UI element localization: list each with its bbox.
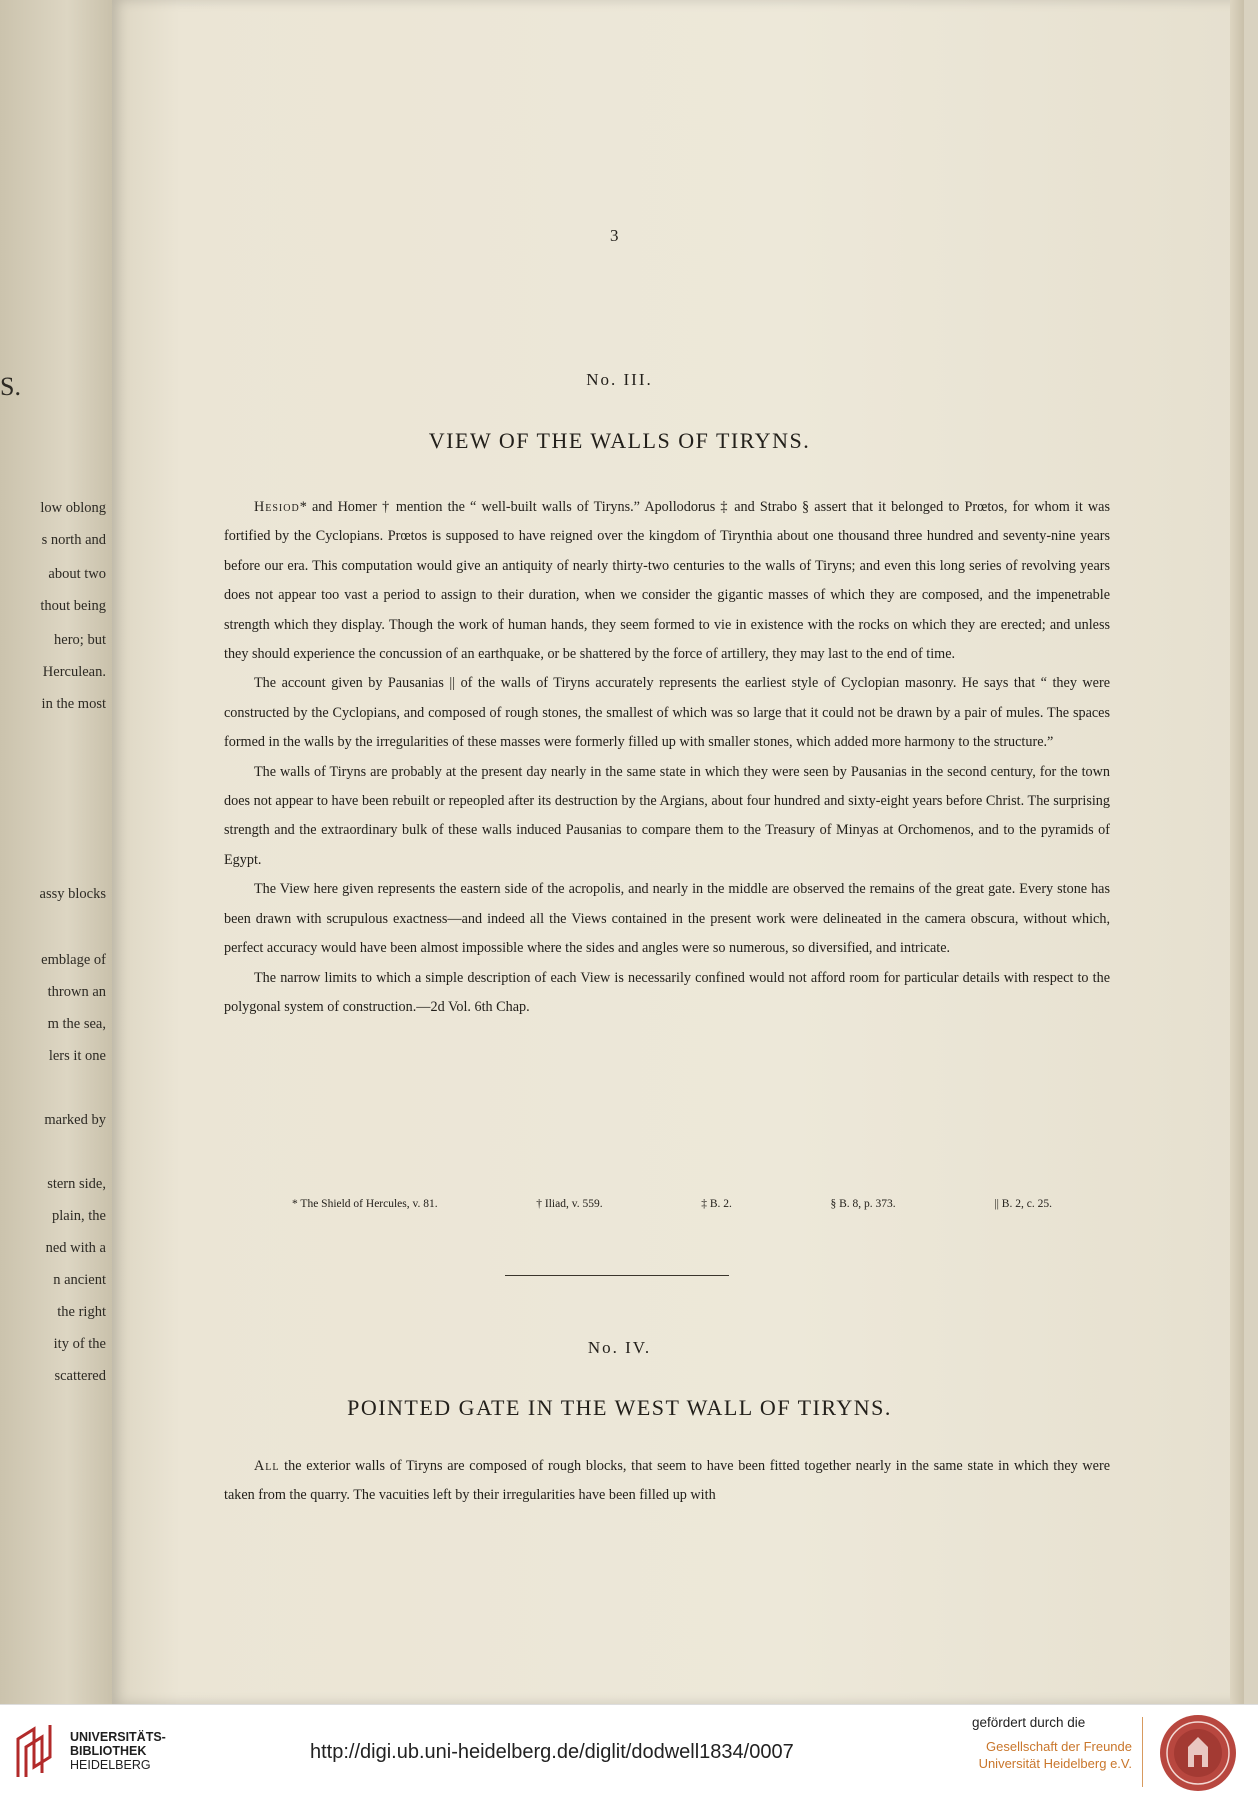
library-logo-icon xyxy=(12,1721,58,1781)
paragraph: The View here given represents the eastern side of the acropolis, and nearly in the middle are observed the remains of the great gate. Every stone has been drawn with scrupulous exactness—and indeed all the Views contained in the present work were delineated in the camera obscura, without which, perfect accuracy would have been almost impossible where the sides and angles were so numerous, so diversified, and intricate. xyxy=(224,881,1110,957)
divider xyxy=(1142,1717,1143,1787)
section-title: VIEW OF THE WALLS OF TIRYNS. xyxy=(428,428,811,453)
paragraph xyxy=(224,493,1110,669)
prev-page-text-fragment: s north and xyxy=(41,532,106,548)
sponsor-block xyxy=(972,1715,1132,1772)
section-body xyxy=(224,1452,1110,1511)
drop-lead-word: All xyxy=(254,1458,280,1474)
prev-page-text-fragment: assy blocks xyxy=(39,886,106,902)
permalink-url[interactable]: http://digi.ub.uni-heidelberg.de/diglit/dodwell1834/0007 xyxy=(310,1741,794,1763)
university-seal-icon xyxy=(1158,1713,1238,1793)
paragraph-text: the exterior walls of Tiryns are composed of rough blocks, that seem to have been fitted together nearly in the same state in which they were taken from the quarry. The vacuities left by their irregularities have been filled up with xyxy=(224,1458,1110,1504)
sponsor-name: Gesellschaft der Freunde xyxy=(986,1739,1132,1754)
paragraph: The walls of Tiryns are probably at the present day nearly in the same state in which they were seen by Pausanias in the second century, for the town does not appear to have been rebuilt or repeopled after its destruction by the Argians, about four hundred and sixty-eight years before Christ. The surprising strength and the extraordinary bulk of these walls induced Pausanias to compare them to the Treasury of Minyas at Orchomenos, and to the pyramids of Egypt. xyxy=(224,763,1110,868)
viewer-footer xyxy=(0,1704,1258,1797)
paragraph xyxy=(224,1452,1110,1511)
prev-page-heading-fragment: S. xyxy=(0,372,21,401)
section-number: No. IV. xyxy=(587,1338,652,1357)
prev-page-text-fragment: about two xyxy=(48,566,106,582)
prev-page-text-fragment: scattered xyxy=(54,1368,106,1384)
paragraph: The narrow limits to which a simple description of each View is necessarily confined would not afford room for particular details with respect to the polygonal system of construction.—2d Vol. 6th Chap. xyxy=(224,969,1110,1015)
footnote: ‡ B. 2. xyxy=(701,1198,732,1210)
page-content xyxy=(112,0,1244,1704)
paragraph-text: * and Homer † mention the “ well-built walls of Tiryns.” Apollodorus ‡ and Strabo § assert that it belonged to Prœtos, for whom it was fortified by the Cyclopians. Prœtos is supposed to have reigned over the kingdom of Tirynthia about one thousand three hundred and seventy-nine years before our era. This computation would give an antiquity of nearly thirty-two centuries to the walls of Tiryns; and even this long series of revolving years does not appear too vast a period to assign to their duration, when we consider the gigantic masses of which they are composed, and the impenetrable strength which they display. Though the work of human hands, they seem formed to vie in existence with the rocks on which they are erected; and unless they should experience the concussion of an earthquake, or be shattered by the force of artillery, they may last to the end of time. xyxy=(224,499,1110,663)
previous-page-edge xyxy=(0,0,112,1704)
library-name-line: BIBLIOTHEK xyxy=(70,1744,147,1758)
footnote: * The Shield of Hercules, v. 81. xyxy=(292,1198,438,1210)
prev-page-text-fragment: lers it one xyxy=(48,1048,106,1064)
library-name xyxy=(70,1730,166,1772)
prev-page-text-fragment: thout being xyxy=(40,598,106,614)
prev-page-text-fragment: plain, the xyxy=(52,1208,106,1224)
footnote: || B. 2, c. 25. xyxy=(994,1198,1052,1210)
prev-page-text-fragment: m the sea, xyxy=(47,1016,106,1032)
prev-page-text-fragment: in the most xyxy=(41,696,106,712)
section-divider xyxy=(505,1275,729,1276)
drop-lead-word: Hesiod xyxy=(254,499,300,515)
footnote: † Iliad, v. 559. xyxy=(536,1198,603,1210)
prev-page-text-fragment: ity of the xyxy=(53,1336,106,1352)
prev-page-text-fragment: thrown an xyxy=(47,984,106,1000)
prev-page-text-fragment: the right xyxy=(57,1304,106,1320)
prev-page-text-fragment: Herculean. xyxy=(42,664,106,680)
section-body xyxy=(224,493,1110,1022)
prev-page-text-fragment: marked by xyxy=(44,1112,106,1128)
page-number: 3 xyxy=(610,226,619,245)
prev-page-text-fragment: emblage of xyxy=(41,952,106,968)
prev-page-text-fragment: ned with a xyxy=(45,1240,106,1256)
library-name-line: HEIDELBERG xyxy=(70,1758,151,1772)
paragraph: The account given by Pausanias || of the walls of Tiryns accurately represents the earliest style of Cyclopian masonry. He says that “ they were constructed by the Cyclopians, and composed of rough stones, the smallest of which was so large that it could not be drawn by a pair of mules. The spaces formed in the walls by the irregularities of these masses were formerly filled up with smaller stones, which added more harmony to the structure.” xyxy=(224,675,1110,751)
section-title: POINTED GATE IN THE WEST WALL OF TIRYNS. xyxy=(347,1395,892,1420)
prev-page-text-fragment: low oblong xyxy=(40,500,106,516)
footnotes xyxy=(292,1198,1052,1210)
prev-page-text-fragment: stern side, xyxy=(47,1176,106,1192)
section-number: No. III. xyxy=(586,370,653,389)
prev-page-text-fragment: n ancient xyxy=(53,1272,106,1288)
library-name-line: UNIVERSITÄTS- xyxy=(70,1730,166,1744)
sponsor-name: Universität Heidelberg e.V. xyxy=(978,1756,1132,1771)
sponsor-lead: gefördert durch die xyxy=(972,1715,1086,1730)
prev-page-text-fragment: hero; but xyxy=(54,632,106,648)
footnote: § B. 8, p. 373. xyxy=(830,1198,896,1210)
